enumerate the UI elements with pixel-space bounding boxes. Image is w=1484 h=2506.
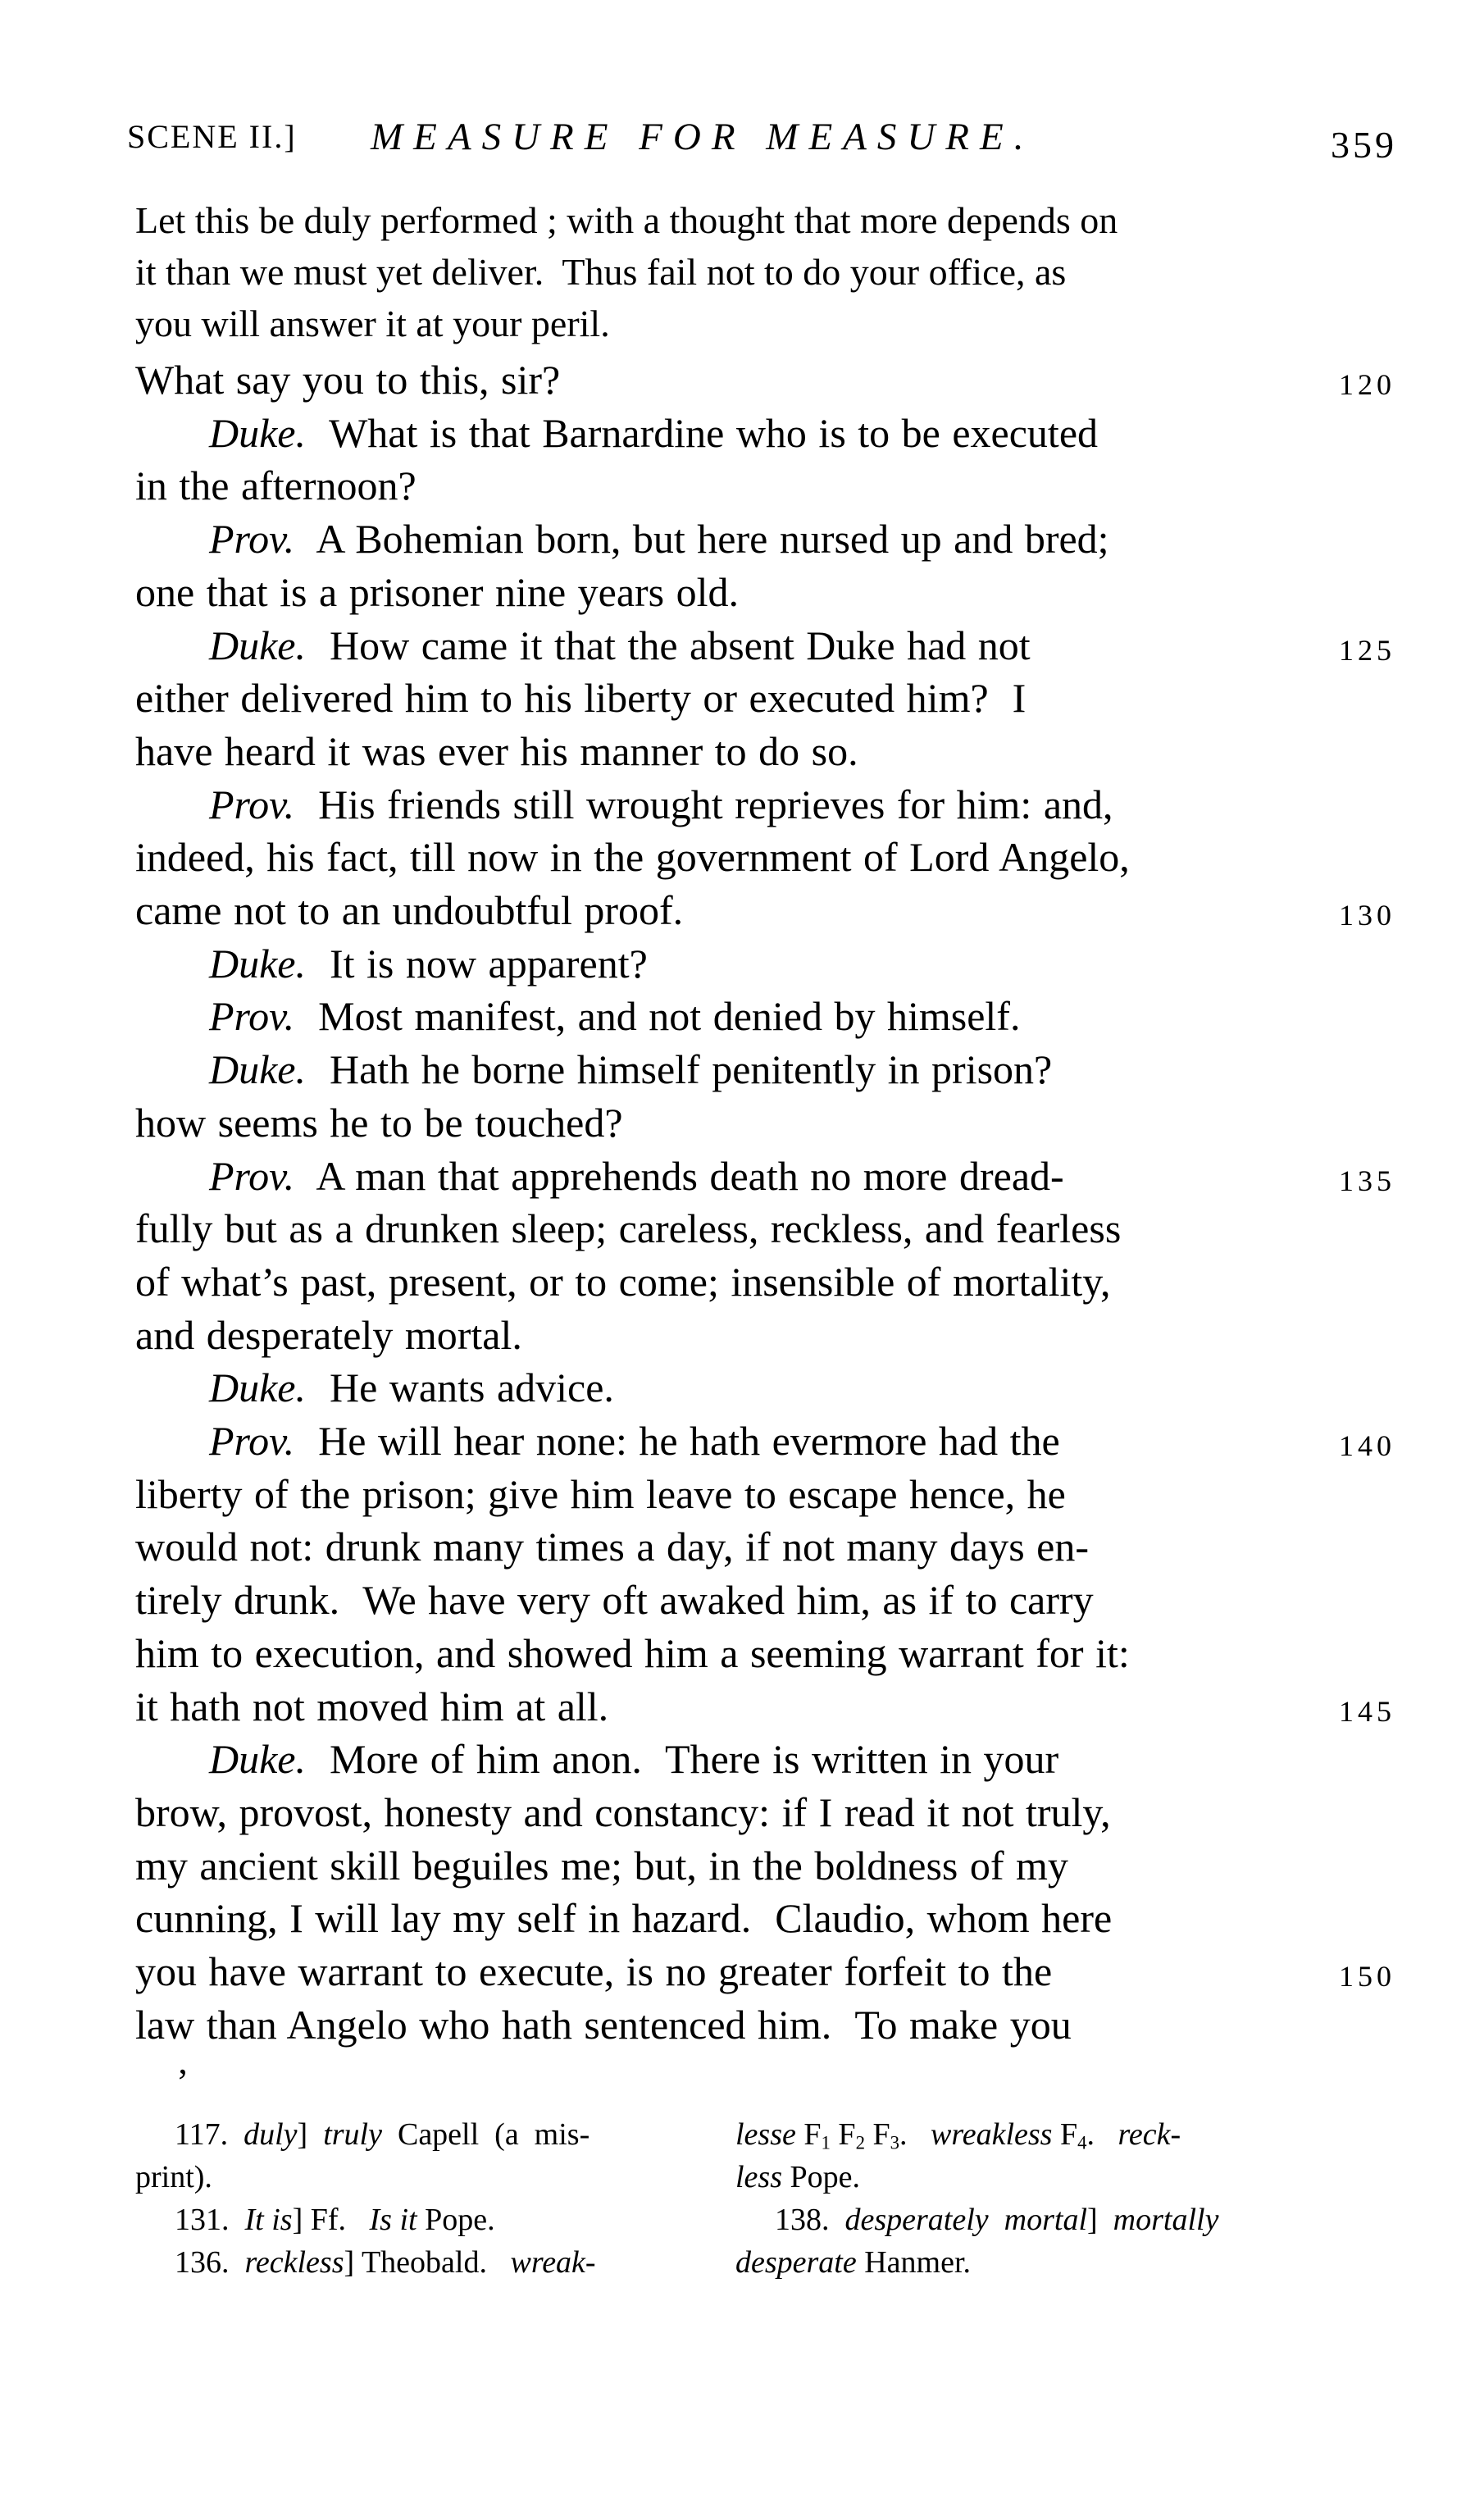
text-line: [135, 2241, 714, 2284]
verse-line-number: 135: [1339, 1164, 1395, 1197]
italic-text-segment: Duke.: [209, 409, 306, 456]
text-line: [135, 1096, 1304, 1150]
text-segment: Hath he borne himself penitently in prison?: [306, 1046, 1053, 1093]
italic-text-segment: less: [735, 2160, 782, 2194]
text-segment: A Bohemian born, but here nursed up and bred;: [294, 516, 1109, 563]
text-line: [135, 672, 1304, 725]
text-segment: of what’s past, present, or to come; insensible of mortality,: [135, 1258, 1111, 1305]
text-line: [135, 1574, 1304, 1627]
text-segment: liberty of the prison; give him leave to escape hence, he: [135, 1470, 1066, 1517]
footnotes-right-column: [735, 2113, 1295, 2284]
text-segment: law than Angelo who hath sentenced him. To make you: [135, 2001, 1072, 2048]
italic-text-segment: duly: [244, 2117, 298, 2152]
text-segment: .: [1086, 2117, 1118, 2152]
text-line: [735, 2156, 1295, 2198]
text-line: [735, 2241, 1295, 2284]
text-line: [135, 1043, 1304, 1096]
text-segment: ]: [297, 2117, 324, 2152]
text-segment: in the afternoon?: [135, 462, 417, 509]
text-line: [135, 1786, 1304, 1839]
text-segment: print).: [135, 2160, 212, 2194]
text-segment: Let this be duly performed ; with a thought that more depends on: [135, 199, 1118, 241]
italic-text-segment: wreak-: [510, 2245, 596, 2280]
italic-text-segment: Prov.: [209, 993, 295, 1040]
text-segment: F: [1052, 2117, 1078, 2152]
italic-text-segment: Duke.: [209, 622, 306, 668]
text-segment: 1: [821, 2132, 831, 2153]
text-segment: have heard it was ever his manner to do so.: [135, 727, 858, 774]
text-line: [135, 459, 1304, 513]
text-segment: came not to an undoubtful proof.: [135, 887, 684, 934]
italic-text-segment: truly: [323, 2117, 382, 2152]
text-line: [135, 1309, 1304, 1362]
verse-line-number: 125: [1339, 633, 1395, 667]
text-segment: indeed, his fact, till now in the government of Lord Angelo,: [135, 834, 1130, 881]
text-segment: Hanmer.: [856, 2245, 972, 2280]
text-line: [135, 298, 1304, 349]
italic-text-segment: Prov.: [209, 781, 295, 827]
text-segment: fully but as a drunken sleep; careless, reckless, and fearless: [135, 1205, 1122, 1252]
text-line: [135, 1415, 1304, 1468]
main-text: [135, 353, 1395, 2052]
text-line: [135, 407, 1304, 460]
text-segment: brow, provost, honesty and constancy: if I read it not truly,: [135, 1788, 1111, 1835]
text-line: [135, 246, 1304, 298]
running-head: [0, 112, 1484, 166]
text-segment: would not: drunk many times a day, if not many days en-: [135, 1524, 1089, 1570]
text-segment: him to execution, and showed him a seeming warrant for it:: [135, 1629, 1130, 1676]
text-line: [135, 619, 1304, 672]
italic-text-segment: Duke.: [209, 1365, 306, 1411]
text-line: [135, 194, 1304, 246]
text-segment: It is now apparent?: [306, 940, 648, 986]
text-line: [135, 1998, 1304, 2052]
text-segment: Capell (a mis-: [381, 2117, 590, 2152]
text-segment: 138.: [775, 2203, 845, 2237]
text-line: [135, 1733, 1304, 1786]
italic-text-segment: Duke.: [209, 1736, 306, 1783]
text-line: [135, 884, 1304, 937]
italic-text-segment: Prov.: [209, 1418, 295, 1465]
stray-ink-mark: ’: [176, 2061, 189, 2103]
text-segment: More of him anon. There is written in your: [306, 1736, 1059, 1783]
text-segment: His friends still wrought reprieves for him: and,: [294, 781, 1113, 827]
text-segment: F: [830, 2117, 856, 2152]
text-segment: 136.: [175, 2245, 245, 2280]
text-line: [135, 1839, 1304, 1893]
text-line: [135, 1520, 1304, 1574]
intro-paragraph: [135, 194, 1304, 349]
text-segment: one that is a prisoner nine years old.: [135, 568, 740, 615]
text-line: [135, 1680, 1304, 1734]
text-segment: either delivered him to his liberty or executed him? I: [135, 675, 1027, 722]
italic-text-segment: desperate: [735, 2245, 857, 2280]
text-segment: it hath not moved him at all.: [135, 1683, 609, 1729]
text-segment: it than we must yet deliver. Thus fail not to do your office, as: [135, 251, 1067, 293]
text-segment: .: [899, 2117, 931, 2152]
text-segment: 3: [890, 2132, 900, 2153]
text-segment: my ancient skill beguiles me; but, in the boldness of my: [135, 1842, 1068, 1889]
verse-line-number: 145: [1339, 1694, 1395, 1728]
italic-text-segment: Is it: [369, 2203, 417, 2237]
text-line: [135, 2198, 714, 2241]
verse-line-number: 140: [1339, 1429, 1395, 1463]
text-segment: Most manifest, and not denied by himself.: [294, 993, 1021, 1040]
text-line: [135, 353, 1304, 407]
italic-text-segment: lesse: [735, 2117, 796, 2152]
text-line: [135, 1468, 1304, 1521]
footnotes-left-column: [135, 2113, 714, 2284]
text-line: [135, 1892, 1304, 1945]
text-segment: Pope.: [782, 2160, 860, 2194]
text-segment: 2: [855, 2132, 865, 2153]
page-title: MEASURE FOR MEASURE.: [371, 116, 1035, 158]
italic-text-segment: reck-: [1118, 2117, 1181, 2152]
text-segment: cunning, I will lay my self in hazard. Claudio, whom here: [135, 1895, 1113, 1942]
text-segment: A man that apprehends death no more dread-: [294, 1152, 1064, 1199]
text-segment: ] Theobald.: [344, 2245, 511, 2280]
text-line: [135, 1255, 1304, 1309]
italic-text-segment: mortally: [1113, 2203, 1219, 2237]
text-segment: and desperately mortal.: [135, 1311, 522, 1358]
page-number: 359: [1331, 124, 1397, 166]
text-segment: ]: [1087, 2203, 1113, 2237]
text-line: [135, 937, 1304, 991]
text-line: [135, 725, 1304, 778]
italic-text-segment: Duke.: [209, 940, 306, 986]
text-segment: He will hear none: he hath evermore had the: [294, 1418, 1060, 1465]
text-line: [135, 1150, 1304, 1203]
text-line: [135, 1361, 1304, 1415]
text-segment: What say you to this, sir?: [135, 357, 561, 403]
text-line: [135, 1627, 1304, 1680]
text-line: [735, 2198, 1295, 2241]
text-line: [735, 2113, 1295, 2156]
scene-label: SCENE II.]: [127, 118, 297, 155]
text-segment: ] Ff.: [292, 2203, 370, 2237]
verse-line-number: 150: [1339, 1960, 1395, 1993]
text-line: [135, 778, 1304, 832]
text-segment: tirely drunk. We have very oft awaked him, as if to carry: [135, 1577, 1094, 1624]
italic-text-segment: Duke.: [209, 1046, 306, 1093]
text-segment: He wants advice.: [306, 1365, 614, 1411]
text-line: [135, 1945, 1304, 1998]
text-line: [135, 1202, 1304, 1255]
italic-text-segment: Prov.: [209, 1152, 295, 1199]
italic-text-segment: reckless: [244, 2245, 344, 2280]
text-segment: how seems he to be touched?: [135, 1099, 623, 1146]
italic-text-segment: wreakless: [931, 2117, 1053, 2152]
verse-line-number: 130: [1339, 899, 1395, 932]
text-line: [135, 566, 1304, 619]
text-segment: 117.: [175, 2117, 244, 2152]
text-line: [135, 831, 1304, 884]
text-line: [135, 990, 1304, 1043]
text-segment: Pope.: [417, 2203, 495, 2237]
verse-line-number: 120: [1339, 368, 1395, 401]
text-segment: How came it that the absent Duke had not: [306, 622, 1031, 668]
text-segment: 131.: [175, 2203, 245, 2237]
text-segment: you will answer it at your peril.: [135, 303, 610, 344]
text-line: [135, 2156, 714, 2198]
italic-text-segment: Prov.: [209, 516, 295, 563]
text-segment: F: [795, 2117, 822, 2152]
italic-text-segment: desperately mortal: [844, 2203, 1088, 2237]
text-line: [135, 513, 1304, 566]
text-segment: you have warrant to execute, is no greater forfeit to the: [135, 1948, 1053, 1995]
italic-text-segment: It is: [244, 2203, 293, 2237]
text-segment: F: [864, 2117, 890, 2152]
text-segment: What is that Barnardine who is to be executed: [306, 409, 1099, 456]
text-segment: 4: [1077, 2132, 1087, 2153]
text-line: [135, 2113, 714, 2156]
